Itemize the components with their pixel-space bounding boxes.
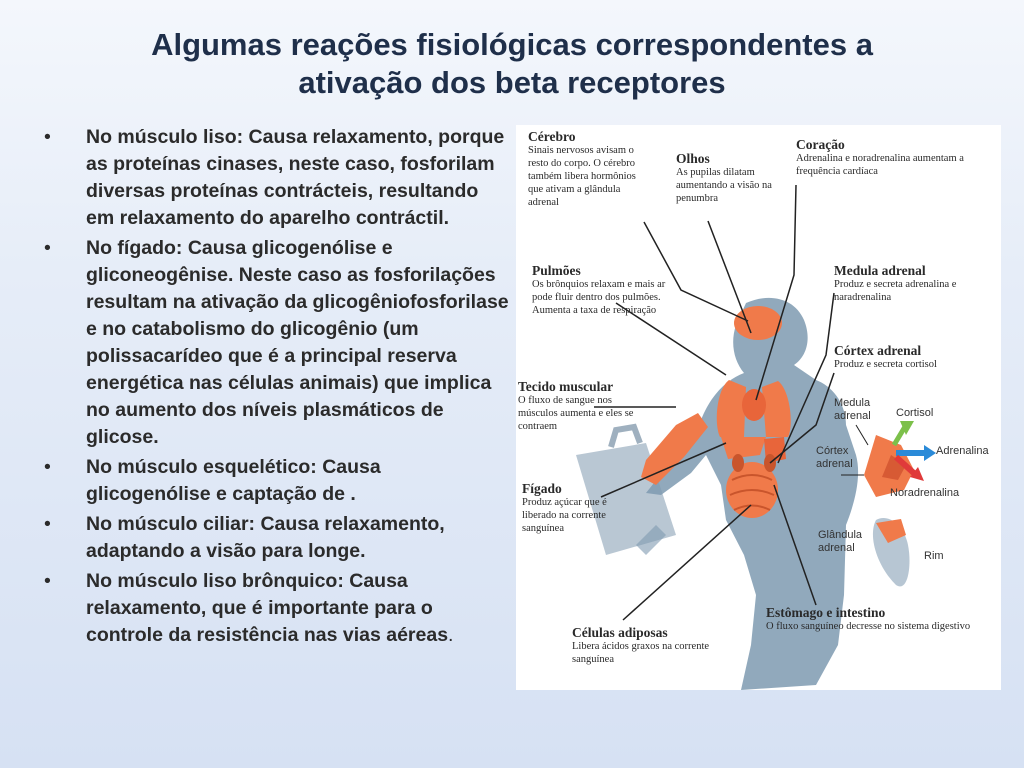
label-celulas-adiposas: [572, 625, 712, 666]
bullet-text: No músculo liso brônquico: Causa relaxamento, que é importante para o controle da resistência nas vias aéreas: [86, 570, 449, 646]
label-cortex-adrenal: [834, 343, 964, 371]
label-celulas-heading: Células adiposas: [572, 625, 668, 640]
label-olhos-heading: Olhos: [676, 151, 710, 166]
label-estomago-heading: Estômago e intestino: [766, 605, 886, 620]
bullet-text: No músculo esquelético: Causa glicogenólise e captação de .: [86, 456, 381, 505]
brain: [734, 306, 782, 340]
bullet-marker: •: [44, 513, 51, 535]
label-coracao-heading: Coração: [796, 137, 845, 152]
label-estomago-desc: O fluxo sanguíneo decresse no sistema digestivo: [766, 621, 971, 632]
label-olhos-desc: As pupilas dilatam aumentando a visão na penumbra: [676, 167, 772, 204]
label-medula-heading: Medula adrenal: [834, 263, 926, 278]
label-medula-adrenal: [834, 263, 964, 304]
inset-label-glandula: Glândula adrenal: [818, 529, 863, 554]
label-coracao: [796, 137, 1001, 178]
bullet-item: [40, 124, 510, 232]
label-figado-desc: Produz açúcar que é liberado na corrente sanguínea: [522, 497, 607, 534]
bullet-marker: •: [44, 126, 51, 148]
label-figado-heading: Fígado: [522, 481, 562, 496]
bullet-list: [40, 124, 510, 652]
label-estomago-intestino: [766, 605, 998, 633]
label-cerebro: [528, 129, 648, 209]
label-pulmoes-desc: Os brônquios relaxam e mais ar pode fluir dentro dos pulmões. Aumenta a taxa de respiração: [532, 279, 666, 316]
label-celulas-desc: Libera ácidos graxos na corrente sanguínea: [572, 641, 710, 665]
label-pulmoes: [532, 263, 667, 317]
label-tecido-heading: Tecido muscular: [518, 379, 614, 394]
inset-label-cortisol: Cortisol: [896, 407, 934, 419]
label-olhos: [676, 151, 790, 205]
label-tecido-desc: O fluxo de sangue nos músculos aumenta e eles se contraem: [518, 395, 634, 432]
label-cortex-heading: Córtex adrenal: [834, 343, 922, 358]
bullet-marker: •: [44, 237, 51, 259]
body-diagram-figure: [516, 125, 1001, 690]
slide-title: [60, 26, 964, 102]
label-medula-desc: Produz e secreta adrenalina e naradrenalina: [834, 279, 957, 303]
bullet-tail: .: [448, 624, 454, 646]
bullet-marker: •: [44, 570, 51, 592]
label-coracao-desc: Adrenalina e noradrenalina aumentam a frequência cardíaca: [796, 153, 964, 177]
inset-label-rim: Rim: [924, 550, 944, 562]
title-line-2: ativação dos beta receptores: [298, 65, 726, 100]
bullet-item: [40, 454, 510, 508]
bullet-text: No músculo ciliar: Causa relaxamento, adaptando a visão para longe.: [86, 513, 445, 562]
bullet-text: No fígado: Causa glicogenólise e gliconeogênise. Neste caso as fosforilações resultam na ativação da glicogêniofosforilase e no catabolismo do glicogênio (um polissacarídeo que é a principal reserva energética nas células animais) que implica no aumento dos níveis plasmáticos de glicose.: [86, 237, 509, 448]
label-tecido-muscular: [518, 379, 646, 433]
inset-label-noradrenalina: Noradrenalina: [890, 487, 960, 499]
inset-label-cortex: Córtex adrenal: [816, 445, 853, 470]
bullet-marker: •: [44, 456, 51, 478]
label-cerebro-desc: Sinais nervosos avisam o resto do corpo. O cérebro também libera hormônios que ativam a glândula adrenal: [528, 145, 636, 208]
label-pulmoes-heading: Pulmões: [532, 263, 581, 278]
label-cerebro-heading: Cérebro: [528, 129, 576, 144]
bullet-item: [40, 568, 510, 649]
inset-label-adrenalina: Adrenalina: [936, 445, 989, 457]
label-cortex-desc: Produz e secreta cortisol: [834, 359, 937, 370]
bullet-item: [40, 235, 510, 451]
inset-label-medula: Medula adrenal: [834, 397, 871, 422]
bullet-item: [40, 511, 510, 565]
label-figado: [522, 481, 632, 535]
heart: [742, 389, 766, 421]
bullet-text: No músculo liso: Causa relaxamento, porque as proteínas cinases, neste caso, fosforilam diversas proteínas contrácteis, resultando em relaxamento do aparelho contráctil.: [86, 126, 505, 229]
title-line-1: Algumas reações fisiológicas correspondentes a: [151, 27, 873, 62]
